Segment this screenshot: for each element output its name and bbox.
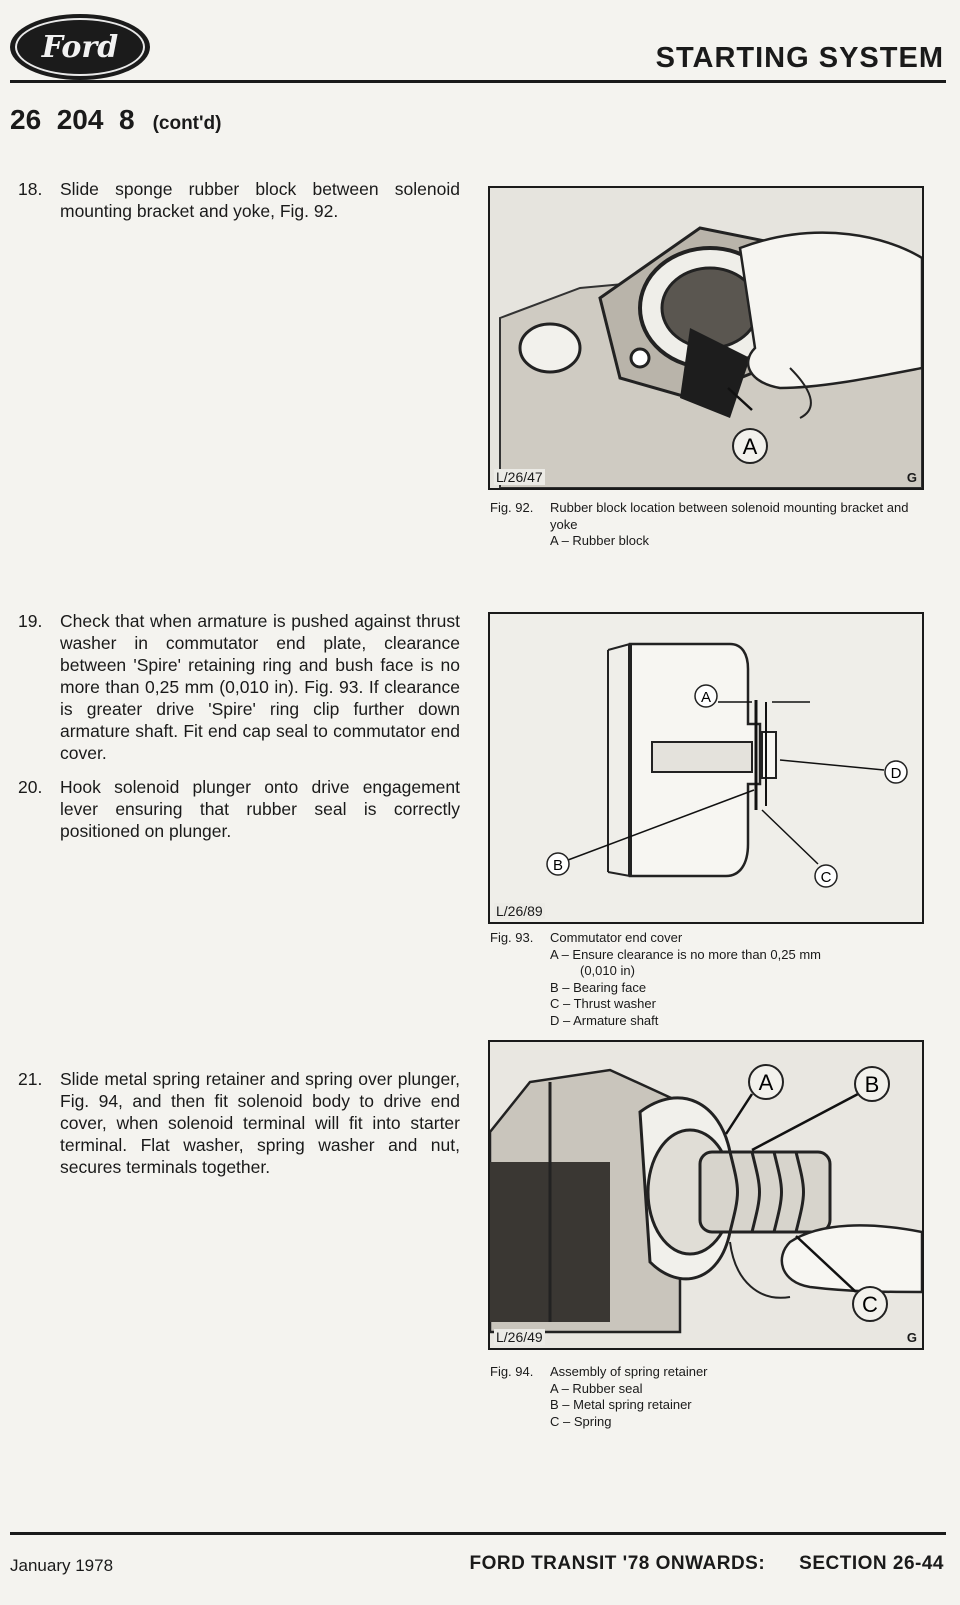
caption-item: A – Rubber seal [550, 1380, 643, 1396]
label-d: D [890, 765, 902, 782]
caption-item: D – Armature shaft [550, 1012, 659, 1028]
caption-title: Assembly of spring retainer [550, 1364, 708, 1379]
caption-item: A – Rubber block [550, 533, 650, 548]
label-a: A [758, 1070, 774, 1095]
figure-corner-mark: G [906, 470, 917, 485]
label-b: B [864, 1072, 880, 1097]
caption-item: B – Metal spring retainer [550, 1397, 692, 1412]
caption-number: Fig. 94. [490, 1364, 534, 1379]
caption-number: Fig. 93. [490, 930, 534, 945]
footer-date: January 1978 [10, 1556, 114, 1575]
caption-item: C – Thrust washer [550, 996, 656, 1011]
step-number: 19. [18, 611, 43, 631]
section-cont: (cont'd) [152, 113, 222, 134]
caption-93 [490, 930, 930, 1029]
step-18 [18, 178, 460, 222]
figure-ref: L/26/47 [496, 469, 543, 485]
figure-ref: L/26/89 [496, 903, 543, 919]
ford-logo [10, 14, 150, 80]
caption-title: Commutator end cover [550, 930, 683, 945]
step-number: 18. [18, 179, 43, 199]
caption-item: (0,010 in) [580, 963, 635, 978]
section-number: 26 204 8 [10, 104, 135, 135]
figure-94-illustration [490, 1042, 922, 1348]
step-19 [18, 610, 460, 764]
figure-92-illustration [490, 188, 922, 488]
caption-92 [490, 500, 930, 550]
caption-number: Fig. 92. [490, 500, 534, 515]
publication-title: FORD TRANSIT '78 ONWARDS: [469, 1553, 766, 1574]
step-text: Slide sponge rubber block between solenoid mounting bracket and yoke, Fig. 92. [60, 179, 460, 221]
figure-93-illustration [490, 614, 922, 922]
step-text: Hook solenoid plunger onto drive engagement lever ensuring that rubber seal is correctly positioned on plunger. [60, 777, 460, 841]
step-text: Check that when armature is pushed against thrust washer in commutator end plate, clearance between 'Spire' retaining ring and bush face is no more than 0,25 mm (0,010 in). Fig. 93. If clearance is greater drive 'Spire' ring clip further down armature shaft. Fit end cap seal to commutator end cover. [60, 611, 460, 763]
figure-corner-mark: G [906, 1330, 917, 1345]
step-number: 20. [18, 777, 43, 797]
caption-item: B – Bearing face [550, 979, 647, 995]
step-number: 21. [18, 1069, 43, 1089]
section-reference: SECTION 26-44 [799, 1553, 944, 1574]
step-20 [18, 776, 460, 842]
figure-94 [488, 1040, 924, 1350]
caption-title: Rubber block location between solenoid mounting bracket and yoke [550, 500, 909, 532]
label-c: C [862, 1292, 878, 1317]
section-heading [10, 104, 221, 136]
footer-rule [10, 1532, 946, 1535]
page-title: STARTING SYSTEM [655, 42, 944, 74]
header-rule [10, 80, 946, 83]
caption-item: A – Ensure clearance is no more than 0,25 mm [550, 946, 821, 962]
figure-93 [488, 612, 924, 924]
label-c: C [820, 869, 832, 886]
logo-text: Ford [15, 18, 145, 76]
step-21 [18, 1068, 460, 1178]
figure-ref: L/26/49 [496, 1329, 543, 1345]
label-a: A [742, 434, 758, 459]
caption-item: C – Spring [550, 1413, 612, 1429]
label-b: B [552, 857, 564, 874]
label-a: A [700, 689, 712, 706]
footer-publication [469, 1553, 944, 1575]
caption-94 [490, 1364, 930, 1430]
step-text: Slide metal spring retainer and spring over plunger, Fig. 94, and then fit solenoid body to drive end cover, when solenoid terminal will fit into starter terminal. Flat washer, spring washer and nut, secures terminals together. [60, 1069, 460, 1177]
figure-92 [488, 186, 924, 490]
